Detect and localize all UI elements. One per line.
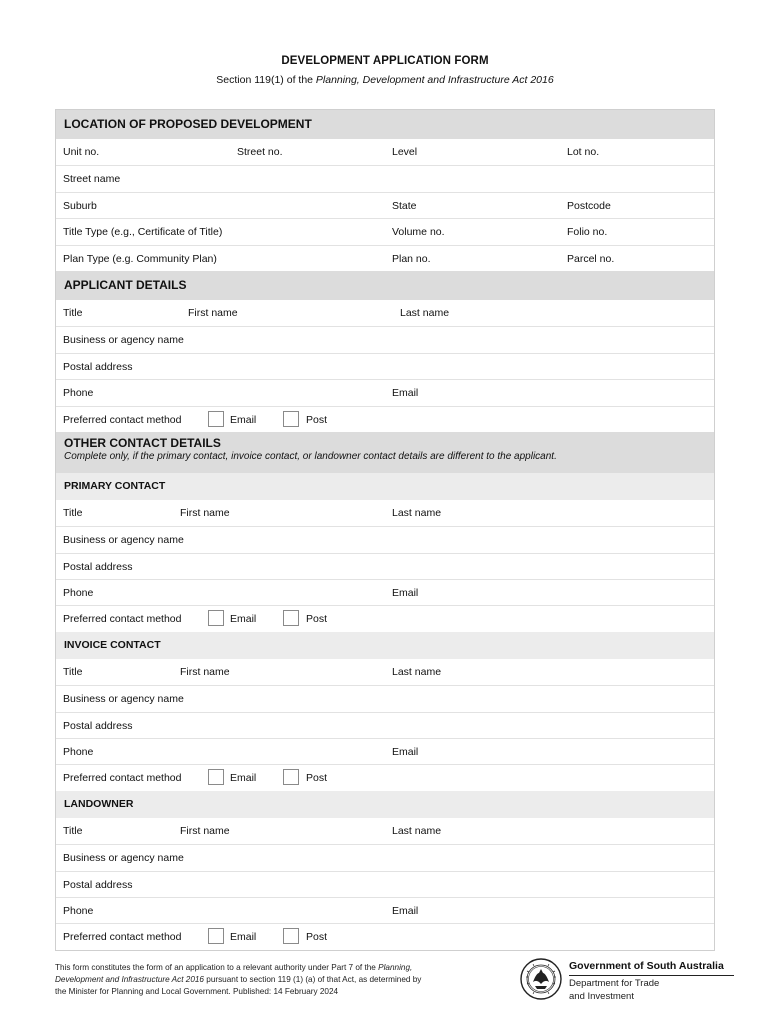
footer-text-1-italic: Planning, bbox=[378, 963, 413, 972]
email-checkbox[interactable] bbox=[208, 610, 224, 626]
postal-label: Postal address bbox=[63, 560, 133, 573]
phone-label: Phone bbox=[63, 904, 94, 917]
footer-legal-text bbox=[55, 962, 495, 998]
other-contact-heading: OTHER CONTACT DETAILS bbox=[64, 435, 221, 450]
other-contact-heading-block bbox=[56, 432, 714, 473]
plan-type-label: Plan Type (e.g. Community Plan) bbox=[63, 252, 217, 265]
landowner-row-business[interactable] bbox=[56, 844, 714, 870]
subtitle-act: Planning, Development and Infrastructure Act 2016 bbox=[315, 74, 554, 86]
email-option-label: Email bbox=[230, 613, 257, 626]
post-option-label: Post bbox=[306, 772, 328, 785]
state-label: State bbox=[392, 199, 417, 212]
postal-label: Postal address bbox=[63, 878, 133, 891]
postcode-label: Postcode bbox=[567, 199, 611, 212]
preferred-contact-label: Preferred contact method bbox=[63, 931, 182, 944]
title-type-label: Title Type (e.g., Certificate of Title) bbox=[63, 226, 223, 239]
folio-no-label: Folio no. bbox=[567, 226, 608, 239]
invoice-row-business[interactable] bbox=[56, 685, 714, 711]
post-checkbox[interactable] bbox=[283, 769, 299, 785]
post-checkbox[interactable] bbox=[283, 610, 299, 626]
landowner-row-postal[interactable] bbox=[56, 871, 714, 897]
location-row-street[interactable] bbox=[56, 165, 714, 191]
last-name-label: Last name bbox=[400, 306, 450, 319]
business-label: Business or agency name bbox=[63, 693, 184, 706]
subtitle-prefix: Section 119(1) of the bbox=[216, 74, 316, 86]
last-name-label: Last name bbox=[392, 506, 442, 519]
title-label: Title bbox=[63, 665, 83, 678]
email-label: Email bbox=[392, 746, 419, 759]
location-heading: LOCATION OF PROPOSED DEVELOPMENT bbox=[56, 110, 714, 139]
business-label: Business or agency name bbox=[63, 534, 184, 547]
title-label: Title bbox=[63, 306, 83, 319]
first-name-label: First name bbox=[180, 665, 230, 678]
phone-label: Phone bbox=[63, 587, 94, 600]
footer-text-2: pursuant to section 119 (1) (a) of that Act, as determined by bbox=[203, 975, 422, 984]
email-label: Email bbox=[392, 387, 419, 400]
government-branding bbox=[569, 959, 734, 1002]
primary-row-postal[interactable] bbox=[56, 553, 714, 579]
applicant-row-business[interactable] bbox=[56, 326, 714, 352]
invoice-row-phone[interactable] bbox=[56, 738, 714, 764]
footer-line-1 bbox=[55, 962, 495, 974]
invoice-row-contact-method bbox=[56, 764, 714, 790]
form-subtitle bbox=[0, 74, 770, 86]
location-row-suburb[interactable] bbox=[56, 192, 714, 218]
footer-line-3: the Minister for Planning and Local Government. Published: 14 February 2024 bbox=[55, 987, 339, 996]
primary-row-name[interactable] bbox=[56, 500, 714, 526]
preferred-contact-label: Preferred contact method bbox=[63, 413, 182, 426]
post-option-label: Post bbox=[306, 413, 328, 426]
footer-text-1: This form constitutes the form of an application to a relevant authority under Part 7 of the bbox=[55, 963, 379, 972]
landowner-row-contact-method bbox=[56, 923, 714, 949]
application-form bbox=[55, 109, 715, 951]
preferred-contact-label: Preferred contact method bbox=[63, 613, 182, 626]
preferred-contact-label: Preferred contact method bbox=[63, 772, 182, 785]
footer-line-2 bbox=[55, 974, 495, 986]
lot-no-label: Lot no. bbox=[567, 146, 600, 158]
phone-label: Phone bbox=[63, 746, 94, 759]
invoice-row-name[interactable] bbox=[56, 659, 714, 685]
email-label: Email bbox=[392, 587, 419, 600]
location-row-unit[interactable] bbox=[56, 139, 714, 165]
title-label: Title bbox=[63, 506, 83, 519]
government-crest-icon bbox=[519, 957, 563, 1001]
title-label: Title bbox=[63, 824, 83, 837]
last-name-label: Last name bbox=[392, 665, 442, 678]
post-checkbox[interactable] bbox=[283, 411, 299, 427]
invoice-row-postal[interactable] bbox=[56, 712, 714, 738]
applicant-row-postal[interactable] bbox=[56, 353, 714, 379]
first-name-label: First name bbox=[188, 306, 238, 319]
primary-row-phone[interactable] bbox=[56, 579, 714, 605]
primary-row-business[interactable] bbox=[56, 526, 714, 552]
post-option-label: Post bbox=[306, 613, 328, 626]
applicant-heading: APPLICANT DETAILS bbox=[56, 271, 714, 300]
business-label: Business or agency name bbox=[63, 334, 184, 347]
post-option-label: Post bbox=[306, 931, 328, 944]
email-checkbox[interactable] bbox=[208, 411, 224, 427]
volume-no-label: Volume no. bbox=[392, 226, 445, 239]
other-contact-note: Complete only, if the primary contact, invoice contact, or landowner contact details are different to the applicant. bbox=[64, 450, 557, 462]
phone-label: Phone bbox=[63, 387, 94, 400]
email-option-label: Email bbox=[230, 931, 257, 944]
email-option-label: Email bbox=[230, 413, 257, 426]
government-name: Government of South Australia bbox=[569, 959, 734, 976]
applicant-row-phone[interactable] bbox=[56, 379, 714, 405]
first-name-label: First name bbox=[180, 506, 230, 519]
last-name-label: Last name bbox=[392, 824, 442, 837]
post-checkbox[interactable] bbox=[283, 928, 299, 944]
location-row-title[interactable] bbox=[56, 218, 714, 244]
email-label: Email bbox=[392, 904, 419, 917]
footer-text-2-italic: Development and Infrastructure Act 2016 bbox=[55, 975, 204, 984]
email-option-label: Email bbox=[230, 772, 257, 785]
street-name-label: Street name bbox=[63, 173, 121, 186]
applicant-row-name[interactable] bbox=[56, 300, 714, 326]
invoice-contact-heading: INVOICE CONTACT bbox=[56, 632, 714, 659]
form-title: DEVELOPMENT APPLICATION FORM bbox=[281, 55, 489, 67]
primary-contact-heading: PRIMARY CONTACT bbox=[56, 473, 714, 500]
landowner-row-name[interactable] bbox=[56, 818, 714, 844]
postal-label: Postal address bbox=[63, 360, 133, 373]
department-line-1: Department for Trade bbox=[569, 978, 660, 989]
landowner-heading: LANDOWNER bbox=[56, 791, 714, 818]
department-line-2: and Investment bbox=[569, 991, 634, 1002]
landowner-row-phone[interactable] bbox=[56, 897, 714, 923]
email-checkbox[interactable] bbox=[208, 928, 224, 944]
plan-no-label: Plan no. bbox=[392, 252, 431, 265]
primary-row-contact-method bbox=[56, 605, 714, 631]
email-checkbox[interactable] bbox=[208, 769, 224, 785]
level-label: Level bbox=[392, 146, 418, 158]
applicant-row-contact-method bbox=[56, 406, 714, 432]
parcel-no-label: Parcel no. bbox=[567, 252, 615, 265]
unit-no-label: Unit no. bbox=[63, 146, 100, 158]
suburb-label: Suburb bbox=[63, 199, 97, 212]
street-no-label: Street no. bbox=[237, 146, 283, 158]
postal-label: Postal address bbox=[63, 719, 133, 732]
first-name-label: First name bbox=[180, 824, 230, 837]
location-row-plan[interactable] bbox=[56, 245, 714, 271]
business-label: Business or agency name bbox=[63, 852, 184, 865]
